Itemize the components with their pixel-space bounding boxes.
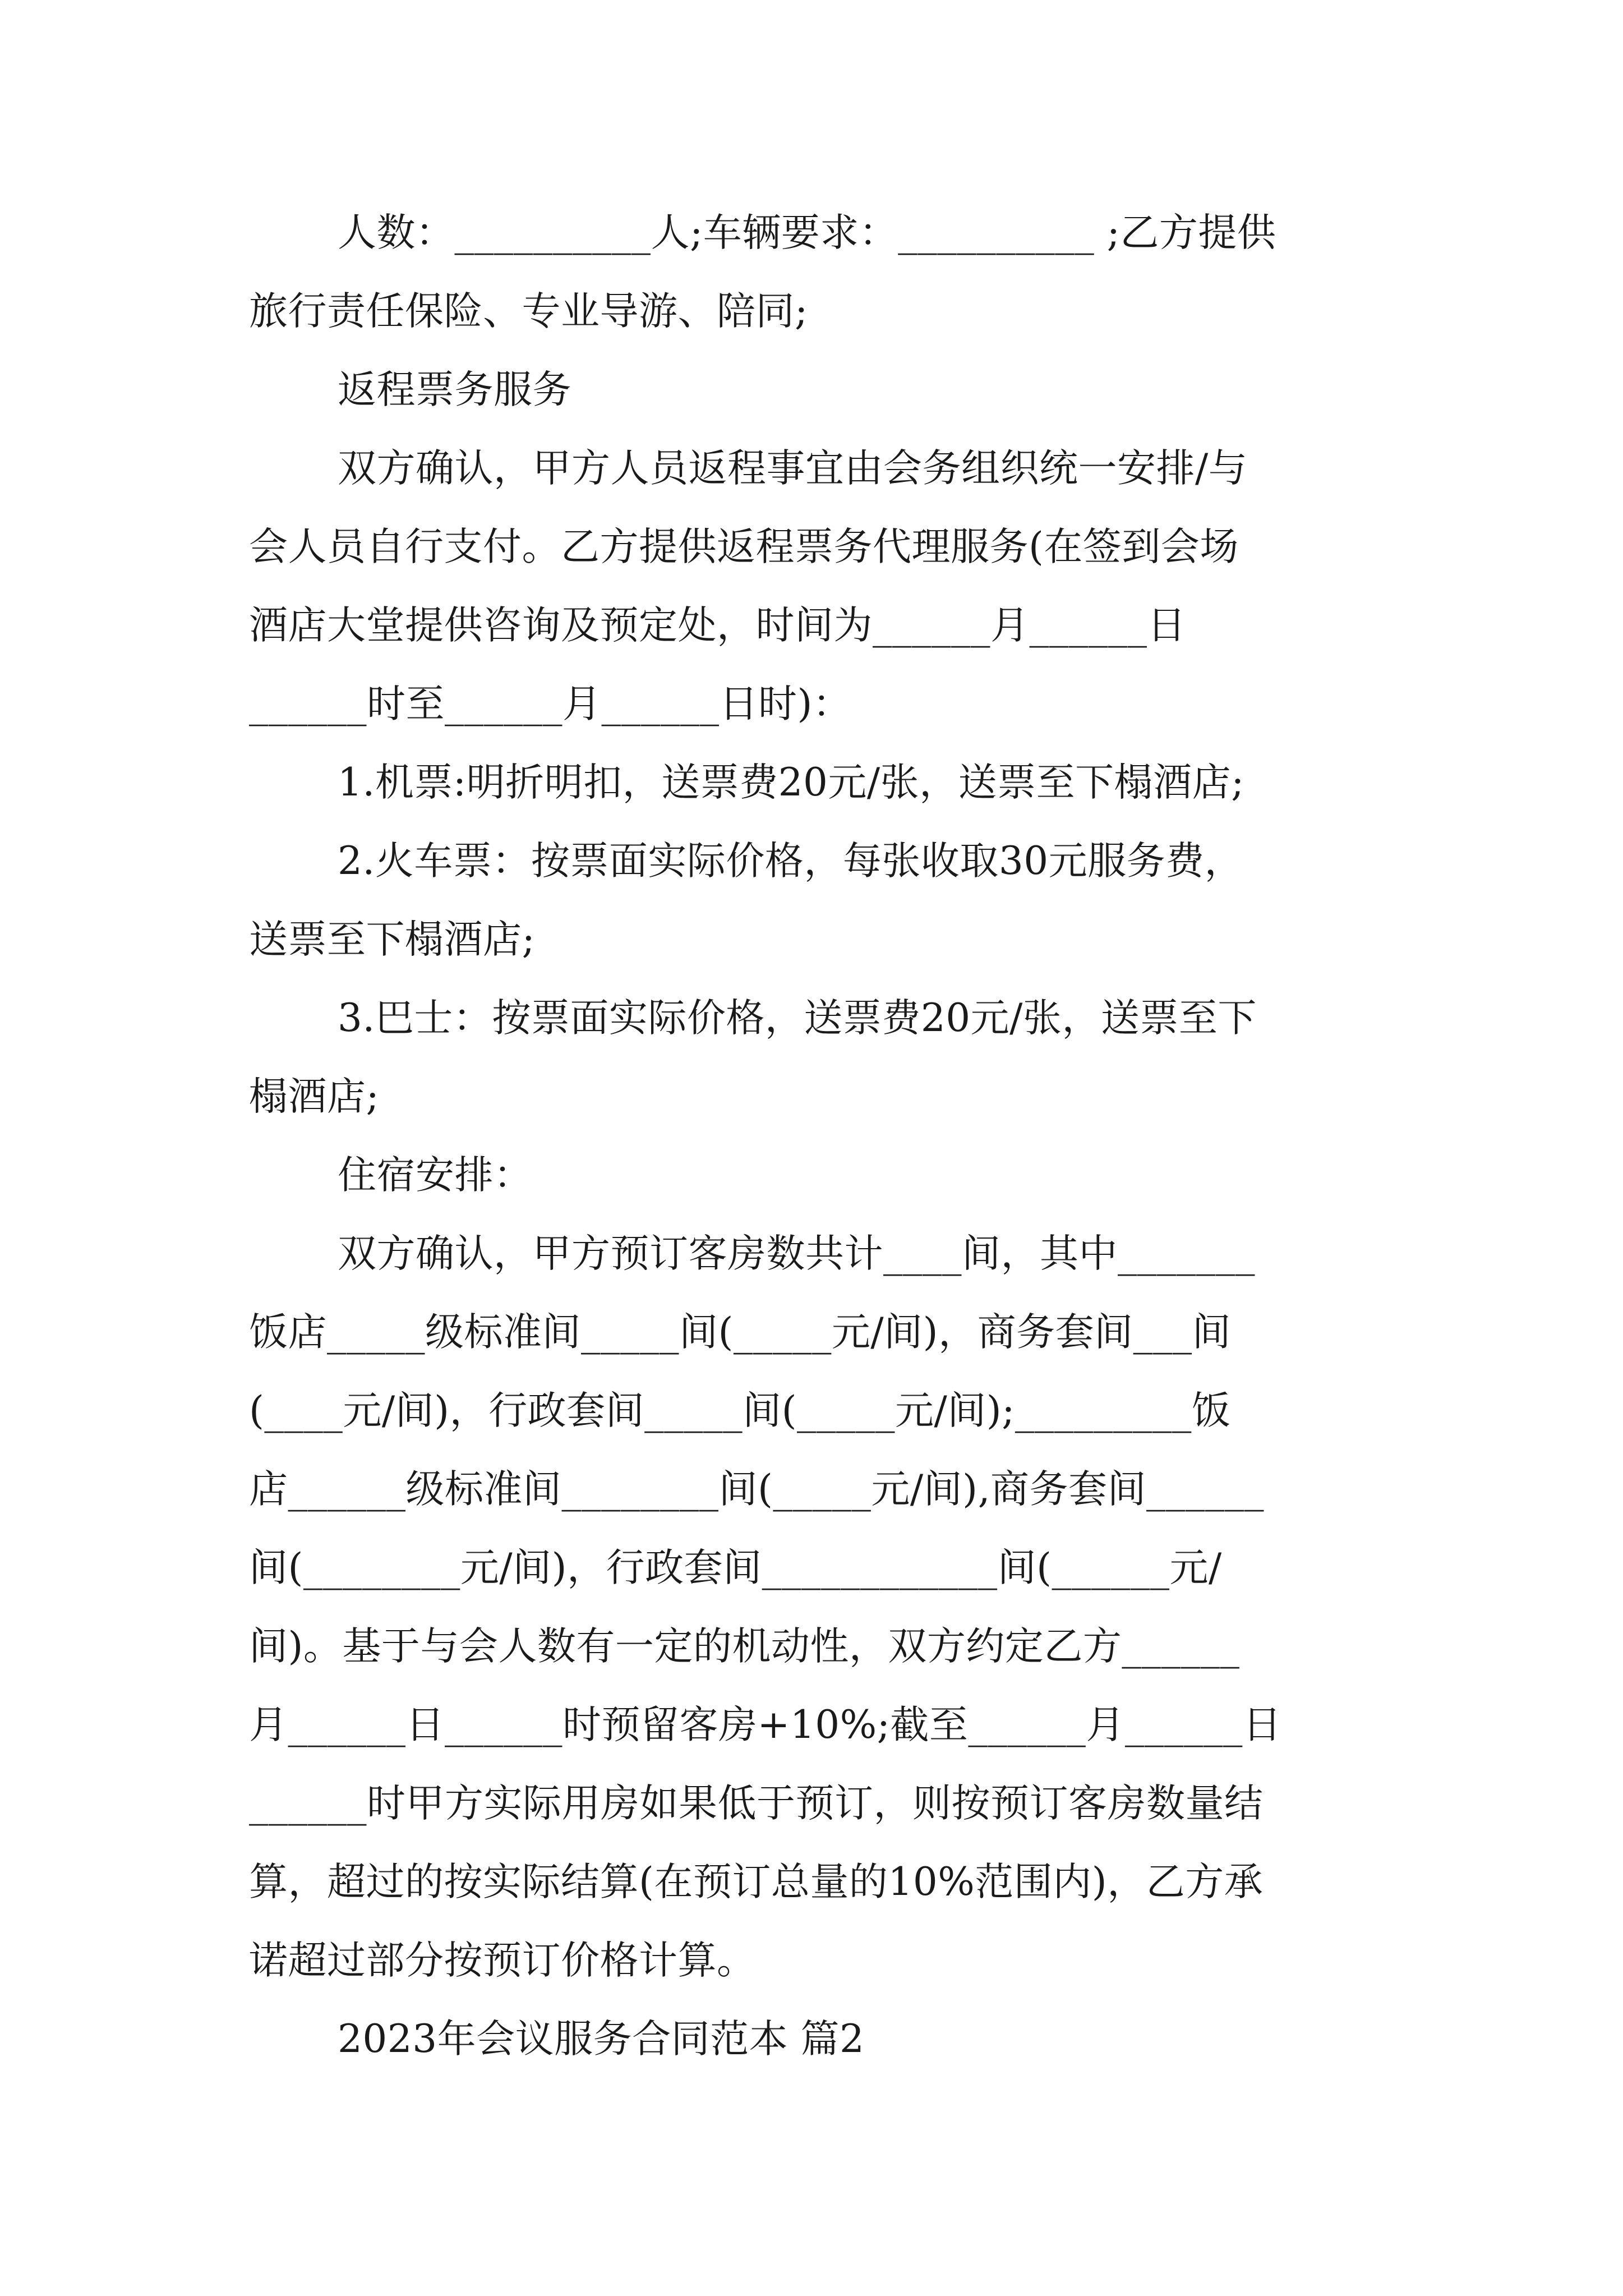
text-line-1: 人数：__________人;车辆要求：__________ ;乙方提供	[338, 210, 1276, 255]
text-line-18: 间(________元/间)，行政套间____________间(______元/	[249, 1545, 1222, 1590]
text-line-23: 诺超过部分按预订价格计算。	[249, 1938, 756, 1983]
section-title-contract-2: 2023年会议服务合同范本 篇2	[338, 2017, 865, 2062]
text-line-17: 店______级标准间________间(_____元/间),商务套间______	[249, 1467, 1265, 1512]
text-line-2: 旅行责任保险、专业导游、陪同;	[249, 289, 808, 334]
text-line-16: (____元/间)，行政套间_____间(_____元/间);_________饭	[249, 1388, 1231, 1433]
text-line-22: 算，超过的按实际结算(在预订总量的10%范围内)，乙方承	[249, 1860, 1264, 1904]
text-line-4: 双方确认，甲方人员返程事宜由会务组织统一安排/与	[338, 446, 1248, 491]
text-line-15: 饭店_____级标准间_____间(_____元/间)，商务套间___间	[249, 1310, 1232, 1355]
section-heading-accommodation: 住宿安排：	[338, 1153, 533, 1198]
text-line-12: 榻酒店;	[249, 1074, 380, 1119]
text-line-6: 酒店大堂提供咨询及预定处，时间为______月______日	[249, 603, 1186, 648]
text-line-21: ______时甲方实际用房如果低于预订，则按预订客房数量结	[249, 1781, 1264, 1826]
text-line-19: 间)。基于与会人数有一定的机动性，双方约定乙方______	[249, 1624, 1240, 1669]
list-item-air-ticket: 1.机票:明折明扣，送票费20元/张，送票至下榻酒店;	[338, 760, 1244, 805]
text-line-14: 双方确认，甲方预订客房数共计____间，其中_______	[338, 1231, 1255, 1276]
section-heading-return-tickets: 返程票务服务	[338, 367, 571, 412]
text-line-10: 送票至下榻酒店;	[249, 917, 536, 962]
text-line-5: 会人员自行支付。乙方提供返程票务代理服务(在签到会场	[249, 524, 1239, 569]
text-line-7: ______时至______月______日时)：	[249, 682, 852, 726]
text-line-20: 月______日______时预留客房+10%;截至______月______日	[249, 1703, 1282, 1747]
list-item-train-ticket: 2.火车票：按票面实际价格，每张收取30元服务费，	[338, 839, 1244, 884]
list-item-bus-ticket: 3.巴士：按票面实际价格，送票费20元/张，送票至下	[338, 996, 1257, 1041]
